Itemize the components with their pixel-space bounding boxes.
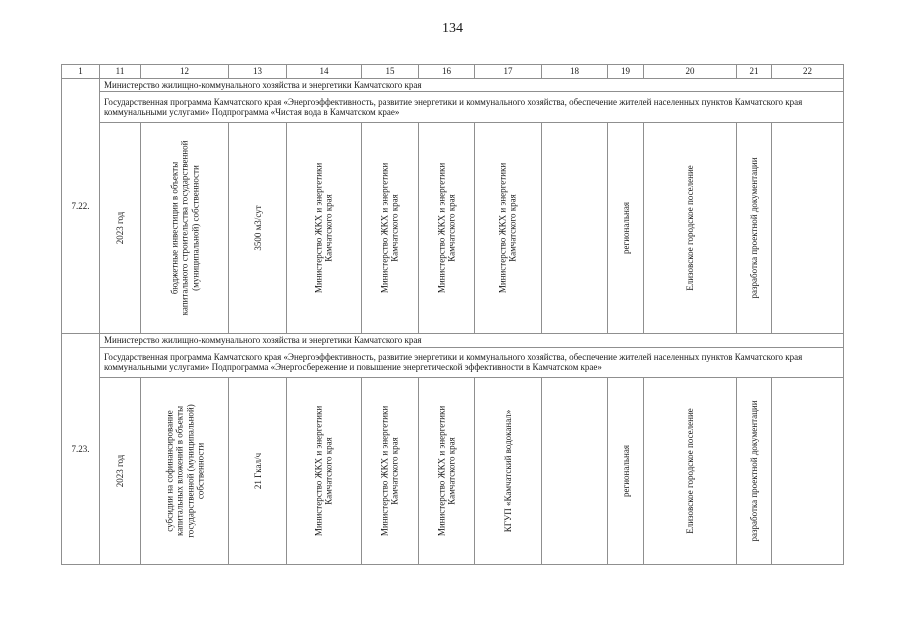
funding-type-text: бюджетные инвестиции в объекты капитального строительства государственной (муниципальной) собственности	[168, 140, 200, 316]
cell-col-12	[141, 377, 229, 564]
row-number: 7.23.	[62, 333, 100, 564]
cell-col-14	[287, 122, 362, 333]
cell-col-18	[542, 122, 608, 333]
capacity-text: 21 Гкал/ч	[252, 452, 263, 490]
header-cell: 18	[542, 65, 608, 79]
operator-text: КГУП «Камчатский водоканал»	[502, 409, 513, 533]
level-text: региональная	[620, 201, 631, 254]
program-cell: Государственная программа Камчатского края «Энергоэффективность, развитие энергетики и коммунального хозяйства, обеспечение жителей населенных пунктов Камчатского края коммунальными услугами» Подпрограмма «Чистая вода в Камчатском крае»	[100, 92, 844, 122]
ministry-short-text: Министерство ЖКХ и энергетики Камчатского края	[497, 162, 518, 293]
cell-col-18	[542, 377, 608, 564]
cell-col-15	[362, 122, 419, 333]
header-cell: 13	[229, 65, 287, 79]
header-cell: 14	[287, 65, 362, 79]
header-cell: 20	[644, 65, 737, 79]
cell-col-22	[772, 377, 844, 564]
cell-col-16	[419, 122, 475, 333]
cell-col-22	[772, 122, 844, 333]
funding-type-text: субсидии на софинансирование капитальных вложений в объекты государственной (муниципальной) собственности	[163, 404, 205, 538]
header-cell: 22	[772, 65, 844, 79]
header-cell: 15	[362, 65, 419, 79]
settlement-text: Елизовское городское поселение	[684, 408, 695, 534]
ministry-cell: Министерство жилищно-коммунального хозяйства и энергетики Камчатского края	[100, 333, 844, 347]
cell-col-21	[737, 377, 772, 564]
cell-col-20	[644, 122, 737, 333]
table-row	[62, 347, 844, 377]
table-row	[62, 92, 844, 122]
level-text: региональная	[620, 444, 631, 497]
settlement-text: Елизовское городское поселение	[684, 165, 695, 291]
ministry-short-text: Министерство ЖКХ и энергетики Камчатского края	[436, 405, 457, 537]
table-row	[62, 122, 844, 333]
cell-col-20	[644, 377, 737, 564]
header-cell: 19	[608, 65, 644, 79]
cell-col-19	[608, 122, 644, 333]
ministry-short-text: Министерство ЖКХ и энергетики Камчатского края	[379, 162, 400, 293]
table-row	[62, 78, 844, 92]
table-row	[62, 333, 844, 347]
capacity-text: 3500 м3/сут	[252, 205, 263, 251]
data-table	[61, 64, 844, 565]
cell-col-13	[229, 122, 287, 333]
header-cell: 21	[737, 65, 772, 79]
ministry-short-text: Министерство ЖКХ и энергетики Камчатского края	[313, 162, 334, 293]
page-number: 134	[442, 21, 463, 36]
ministry-short-text: Министерство ЖКХ и энергетики Камчатского края	[379, 405, 400, 537]
period-text: 2023 год	[114, 454, 125, 488]
cell-col-14	[287, 377, 362, 564]
stage-text: разработка проектной документации	[748, 157, 759, 299]
ministry-short-text: Министерство ЖКХ и энергетики Камчатского края	[436, 162, 457, 293]
program-cell: Государственная программа Камчатского края «Энергоэффективность, развитие энергетики и коммунального хозяйства, обеспечение жителей населенных пунктов Камчатского края коммунальными услугами» Подпрограмма «Энергосбережение и повышение энергетической эффективности в Камчатском крае»	[100, 347, 844, 377]
cell-col-13	[229, 377, 287, 564]
cell-col-19	[608, 377, 644, 564]
header-cell: 11	[100, 65, 141, 79]
ministry-short-text: Министерство ЖКХ и энергетики Камчатского края	[313, 405, 334, 537]
header-cell: 1	[62, 65, 100, 79]
cell-col-16	[419, 377, 475, 564]
cell-col-17	[475, 122, 542, 333]
cell-col-11	[100, 377, 141, 564]
stage-text: разработка проектной документации	[748, 400, 759, 542]
header-cell: 17	[475, 65, 542, 79]
cell-col-11	[100, 122, 141, 333]
cell-col-12	[141, 122, 229, 333]
row-number: 7.22.	[62, 78, 100, 333]
cell-col-21	[737, 122, 772, 333]
ministry-cell: Министерство жилищно-коммунального хозяйства и энергетики Камчатского края	[100, 78, 844, 92]
header-row	[62, 65, 844, 79]
cell-col-15	[362, 377, 419, 564]
header-cell: 12	[141, 65, 229, 79]
period-text: 2023 год	[114, 211, 125, 245]
table-row	[62, 377, 844, 564]
header-cell: 16	[419, 65, 475, 79]
cell-col-17	[475, 377, 542, 564]
